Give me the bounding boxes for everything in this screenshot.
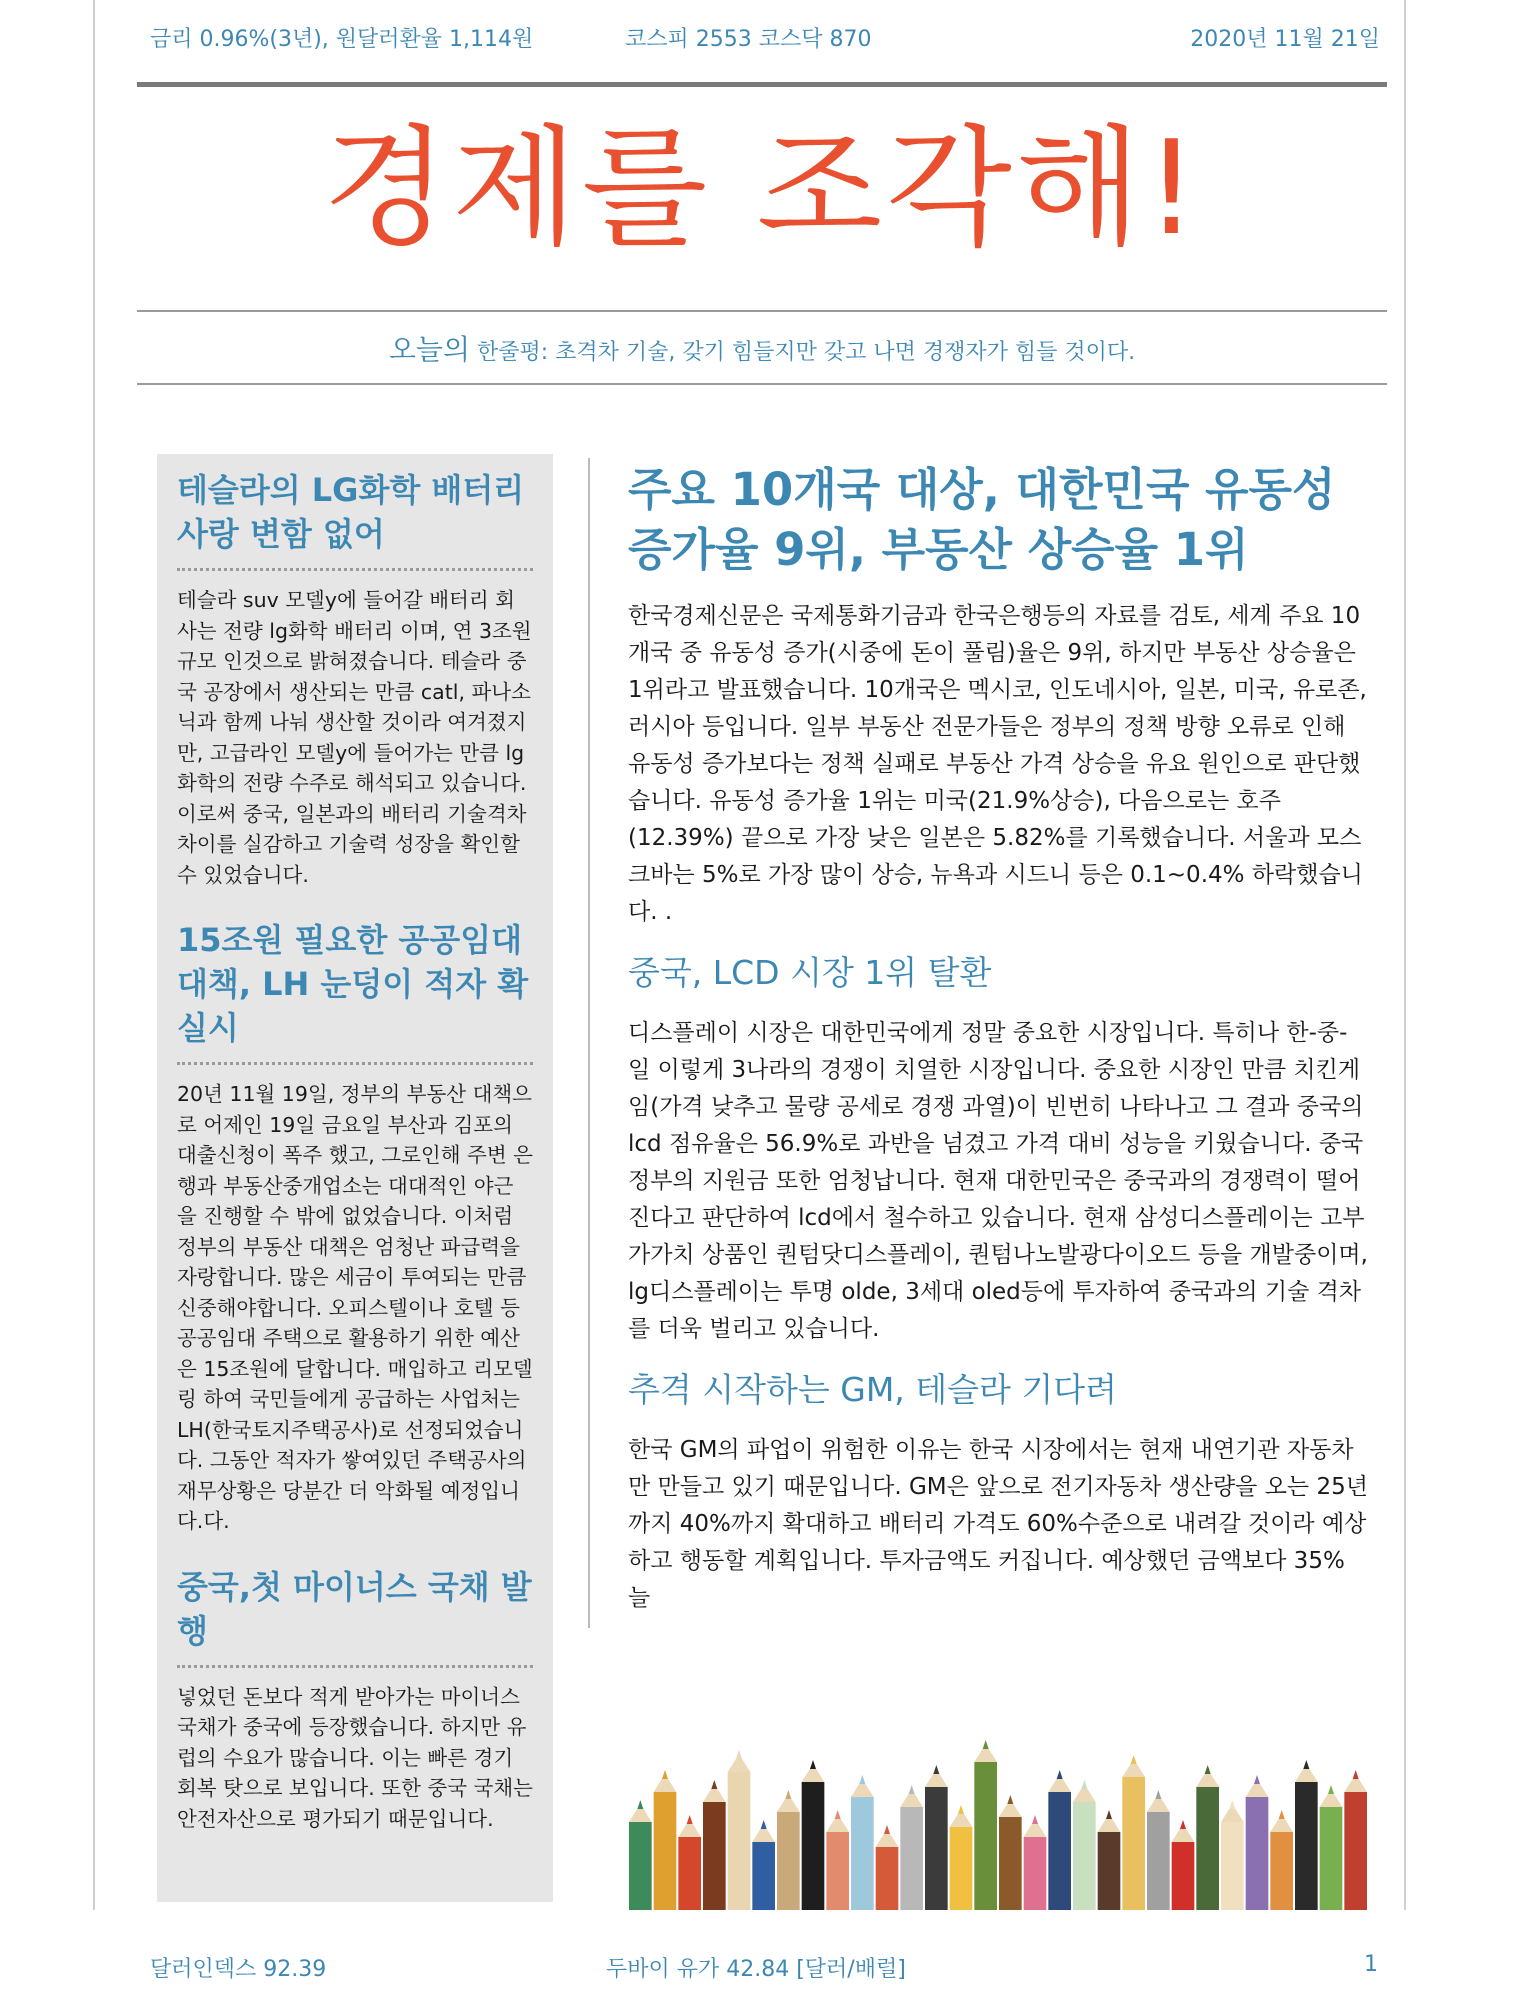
pencil-shape [1270, 1810, 1293, 1910]
right-margin-line [1404, 0, 1406, 1910]
pencil-shape [1344, 1770, 1367, 1910]
dotted-divider [177, 568, 533, 571]
pencil-shape [950, 1805, 973, 1910]
tagline-top-rule [137, 310, 1387, 312]
section-title-gm: 추격 시작하는 GM, 테슬라 기다려 [628, 1370, 1118, 1409]
pencil-shape [1196, 1765, 1219, 1910]
top-info-bar [150, 22, 1380, 62]
section-body-lcd: 디스플레이 시장은 대한민국에게 정말 중요한 시장입니다. 특히나 한-중-일 이렇게 3나라의 경쟁이 치열한 시장입니다. 중요한 시장인 만큼 치킨게임(가격 낮추고 물량 공세로 경쟁 과열)이 빈번히 나타나고 그 결과 중국의 lcd 점유율은 56.9%로 과반을 넘겼고 가격 대비 성능을 키웠습니다. 중국 정부의 지원금 또한 엄청납니다. 현재 대한민국은 중국과의 경쟁력이 떨어진다고 판단하여 lcd에서 철수하고 있습니다. 현재 삼성디스플레이는 고부가가치 상품인 퀀텀닷디스플레이, 퀀텀나노발광다이오드 등을 개발중이며, lg디스플레이는 투명 olde, 3세대 oled등에 투자하여 중국과의 기술 격차를 더욱 벌리고 있습니다. [628, 1020, 1368, 1342]
pencil-shape [728, 1750, 751, 1910]
pencil-shape [629, 1800, 652, 1910]
issue-date: 2020년 11월 21일 [1190, 27, 1380, 52]
main-lead-body: 한국경제신문은 국제통화기금과 한국은행등의 자료를 검토, 세계 주요 10개국 중 유동성 증가(시중에 돈이 풀림)율은 9위, 하지만 부동산 상승율은 1위라고 발표했습니다. 10개국은 멕시코, 인도네시아, 일본, 미국, 유로존, 러시아 등입니다. 일부 부동산 전문가들은 정부의 정책 방향 오류로 인해 유동성 증가보다는 정책 실패로 부동산 가격 상승을 유요 원인으로 판단했습니다. 유동성 증가율 1위는 미국(21.9%상승), 다음으로는 호주(12.39%) 끝으로 가장 낮은 일본은 5.82%를 기록했습니다. 서울과 모스크바는 5%로 가장 많이 상승, 뉴욕과 시드니 등은 0.1~0.4% 하락했습니다. . [628, 603, 1367, 925]
section-body-gm: 한국 GM의 파업이 위험한 이유는 한국 시장에서는 현재 내연기관 자동차만 만들고 있기 때문입니다. GM은 앞으로 전기자동차 생산량을 오는 25년까지 40%까지 확대하고 배터리 가격도 60%수준으로 내려갈 것이라 예상하고 행동할 계획입니다. 투자금액도 커집니다. 예상했던 금액보다 35% 늘 [628, 1437, 1368, 1611]
tagline-bottom-rule [137, 383, 1387, 385]
masthead-title: 경제를 조각해! [322, 112, 1202, 264]
pencil-shape [900, 1785, 923, 1910]
page-number: 1 [1364, 1952, 1378, 1977]
pencil-shape [1172, 1820, 1195, 1910]
pencil-shape [1024, 1815, 1047, 1910]
sidebar-article-body: 넣었던 돈보다 적게 받아가는 마이너스 국채가 중국에 등장했습니다. 하지만 유럽의 수요가 많습니다. 이는 빠른 경기 회복 탓으로 보입니다. 또한 중국 국채는 안전자산으로 평가되기 때문입니다. [177, 1684, 533, 1831]
pencil-shape [876, 1825, 899, 1910]
interest-exchange-rate: 금리 0.96%(3년), 원달러환율 1,114원 [150, 27, 534, 52]
main-headline: 주요 10개국 대상, 대한민국 유동성 증가율 9위, 부동산 상승율 1위 [628, 463, 1336, 576]
pencil-shape [1098, 1810, 1121, 1910]
pencil-shape [1073, 1780, 1096, 1910]
sidebar-article-body: 20년 11월 19일, 정부의 부동산 대책으로 어제인 19일 금요일 부산과 김포의 대출신청이 폭주 했고, 그로인해 주변 은행과 부동산중개업소는 대대적인 야근을 진행할 수 밖에 없었습니다. 이처럼 정부의 부동산 대책은 엄청난 파급력을 자랑합니다. 많은 세금이 투여되는 만큼 신중해야합니다. 오피스텔이나 호텔 등 공공임대 주택으로 활용하기 위한 예산은 15조원에 달합니다. 매입하고 리모델링 하여 국민들에게 공급하는 사업처는 LH(한국토지주택공사)로 선정되었습니다. 그동안 적자가 쌓여있던 주택공사의 재무상황은 당분간 더 악화될 예정입니다.다. [177, 1082, 533, 1533]
sidebar [157, 454, 553, 1902]
left-margin-line [93, 0, 95, 1910]
tagline-prefix: 오늘의 [388, 333, 470, 366]
pencil-shape [752, 1820, 775, 1910]
tagline-text: 한줄평: 초격차 기술, 갖기 힘들지만 갖고 나면 경쟁자가 힘들 것이다. [470, 340, 1136, 365]
pencil-shape [1122, 1755, 1145, 1910]
pencil-shape [925, 1765, 948, 1910]
dubai-oil-price: 두바이 유가 42.84 [달러/배럴] [606, 1957, 906, 1982]
pencil-shape [703, 1780, 726, 1910]
sidebar-article-body: 테슬라 suv 모델y에 들어갈 배터리 회사는 전량 lg화학 배터리 이며, 연 3조원 규모 인것으로 밝혀졌습니다. 테슬라 중국 공장에서 생산되는 만큼 catl, 파나소닉과 함께 나눠 생산할 것이라 여겨졌지만, 고급라인 모델y에 들어가는 만큼 lg화학의 전량 수주로 해석되고 있습니다. 이로써 중국, 일본과의 배터리 기술격차 차이를 실감하고 기술력 성장을 확인할 수 있었습니다. [177, 588, 532, 887]
pencil-shape [974, 1740, 997, 1910]
pencil-shape [1246, 1775, 1269, 1910]
pencil-shape [999, 1795, 1022, 1910]
stock-index: 코스피 2553 코스닥 870 [625, 27, 872, 52]
pencil-shape [654, 1770, 677, 1910]
pencil-shape [802, 1760, 825, 1910]
column-divider [588, 458, 590, 1628]
pencil-shape [826, 1810, 849, 1910]
dollar-index: 달러인덱스 92.39 [150, 1957, 327, 1982]
sidebar-article-title: 테슬라의 LG화학 배터리 사랑 변함 없어 [177, 471, 525, 553]
dotted-divider [177, 1665, 533, 1668]
pencil-shape [1147, 1790, 1170, 1910]
pencil-shape [1295, 1760, 1318, 1910]
pencil-shape [1048, 1770, 1071, 1910]
pencil-shape [1320, 1785, 1343, 1910]
sidebar-article-title: 15조원 필요한 공공임대 대책, LH 눈덩이 적자 확실시 [177, 921, 529, 1047]
section-title-lcd: 중국, LCD 시장 1위 탈환 [628, 953, 992, 992]
pencil-shape [777, 1790, 800, 1910]
masthead-top-rule [137, 82, 1387, 87]
sidebar-article-title: 중국,첫 마이너스 국채 발행 [177, 1567, 532, 1650]
pencil-shape [851, 1775, 874, 1910]
pencil-shape [1221, 1800, 1244, 1910]
main-column [628, 460, 1368, 1617]
tagline [137, 328, 1387, 368]
pencil-shape [678, 1815, 701, 1910]
colored-pencils-illustration [628, 1725, 1368, 1910]
dotted-divider [177, 1062, 533, 1065]
